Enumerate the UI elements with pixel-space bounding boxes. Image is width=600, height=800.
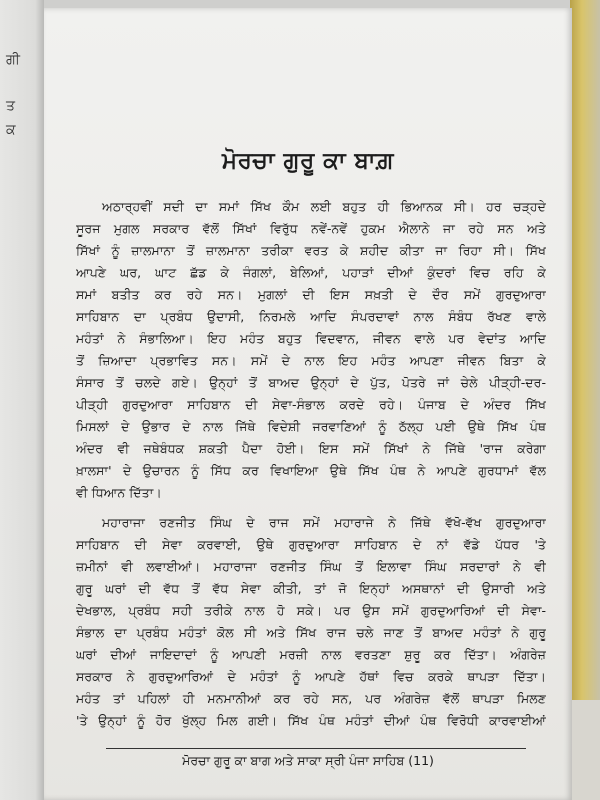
text-line: ਸੰਭਾਲ ਦਾ ਪ੍ਰਬੰਧ ਮਹੰਤਾਂ ਕੋਲ ਸੀ ਅਤੇ ਸਿੱਖ ਰਾਜ ਚਲੇ ਜਾਣ ਤੋਂ ਬਾਅਦ ਮਹੰਤਾਂ ਨੇ ਗੁਰੂ <box>76 625 546 640</box>
text-line: ਸਿੱਖਾਂ ਨੂੰ ਜ਼ਾਲਮਾਨਾ ਤੋਂ ਜ਼ਾਲਮਾਨਾ ਤਰੀਕਾ ਵਰਤ ਕੇ ਸ਼ਹੀਦ ਕੀਤਾ ਜਾ ਰਿਹਾ ਸੀ। ਸਿੱਖ <box>76 243 546 258</box>
text-line: ਸੰਸਾਰ ਤੋਂ ਚਲਦੇ ਗਏ। ਉਨ੍ਹਾਂ ਤੋਂ ਬਾਅਦ ਉਨ੍ਹਾਂ ਦੇ ਪੁੱਤ, ਪੋਤਰੇ ਜਾਂ ਚੇਲੇ ਪੀੜ੍ਹੀ-ਦਰ- <box>76 375 546 390</box>
text-line: ਸਾਹਿਬਾਨ ਦੀ ਸੇਵਾ ਕਰਵਾਈ, ਉਥੇ ਗੁਰਦੁਆਰਾ ਸਾਹਿਬਾਨ ਦੇ ਨਾਂ ਵੱਡੇ ਪੱਧਰ 'ਤੇ <box>76 537 546 552</box>
book-cover-edge <box>570 0 600 800</box>
text-line: ਮਹੰਤਾਂ ਨੇ ਸੰਭਾਲਿਆ। ਇਹ ਮਹੰਤ ਬਹੁਤ ਵਿਦਵਾਨ, ਜੀਵਨ ਵਾਲੇ ਪਰ ਵੇਦਾਂਤ ਆਦਿ <box>76 331 546 346</box>
text-line: ਮਹੰਤ ਤਾਂ ਪਹਿਲਾਂ ਹੀ ਮਨਮਾਨੀਆਂ ਕਰ ਰਹੇ ਸਨ, ਪਰ ਅੰਗਰੇਜ਼ ਵੱਲੋਂ ਥਾਪੜਾ ਮਿਲਣ <box>76 691 546 706</box>
previous-page-edge <box>0 0 44 800</box>
previous-page-text: ਕ <box>6 122 16 138</box>
text-line: ਆਪਣੇ ਘਰ, ਘਾਟ ਛੱਡ ਕੇ ਜੰਗਲਾਂ, ਬੇਲਿਆਂ, ਪਹਾੜਾਂ ਦੀਆਂ ਕੁੰਦਰਾਂ ਵਿਚ ਰਹਿ ਕੇ <box>76 265 546 280</box>
text-line: ਗੁਰੂ ਘਰਾਂ ਦੀ ਵੱਧ ਤੋਂ ਵੱਧ ਸੇਵਾ ਕੀਤੀ, ਤਾਂ ਜੋ ਇਨ੍ਹਾਂ ਅਸਥਾਨਾਂ ਦੀ ਉਸਾਰੀ ਅਤੇ <box>76 581 546 596</box>
text-line: 'ਤੇ ਉਨ੍ਹਾਂ ਨੂੰ ਹੋਰ ਖੁੱਲ੍ਹ ਮਿਲ ਗਈ। ਸਿੱਖ ਪੰਥ ਮਹੰਤਾਂ ਦੀਆਂ ਪੰਥ ਵਿਰੋਧੀ ਕਾਰਵਾਈਆਂ <box>76 713 546 728</box>
text-line: ਸਮਾਂ ਬਤੀਤ ਕਰ ਰਹੇ ਸਨ। ਮੁਗਲਾਂ ਦੀ ਇਸ ਸਖ਼ਤੀ ਦੇ ਦੌਰ ਸਮੇਂ ਗੁਰਦੁਆਰਾ <box>76 287 546 302</box>
text-line: ਸੂਰਜ ਮੁਗਲ ਸਰਕਾਰ ਵੱਲੋਂ ਸਿੱਖਾਂ ਵਿਰੁੱਧ ਨਵੇਂ-ਨਵੇਂ ਹੁਕਮ ਐਲਾਨੇ ਜਾ ਰਹੇ ਸਨ ਅਤੇ <box>76 221 546 236</box>
paragraph-gap <box>76 504 546 512</box>
text-line: ਅੰਦਰ ਵੀ ਜਥੇਬੰਧਕ ਸ਼ਕਤੀ ਪੈਦਾ ਹੋਈ। ਇਸ ਸਮੇਂ ਸਿੱਖਾਂ ਨੇ ਜਿੱਥੇ 'ਰਾਜ ਕਰੇਗਾ <box>76 441 546 456</box>
chapter-body <box>76 196 546 732</box>
text-line: ਅਠਾਰ੍ਹਵੀਂ ਸਦੀ ਦਾ ਸਮਾਂ ਸਿੱਖ ਕੌਮ ਲਈ ਬਹੁਤ ਹੀ ਭਿਆਨਕ ਸੀ। ਹਰ ਚੜ੍ਹਦੇ <box>102 199 546 214</box>
text-line: ਸਾਹਿਬਾਨ ਦਾ ਪ੍ਰਬੰਧ ਉਦਾਸੀ, ਨਿਰਮਲੇ ਆਦਿ ਸੰਪਰਦਾਵਾਂ ਨਾਲ ਸੰਬੰਧ ਰੱਖਣ ਵਾਲੇ <box>76 309 546 324</box>
previous-page-text: ਤ <box>6 98 15 114</box>
background-surface <box>570 700 600 800</box>
previous-page-text: ਗੀ <box>6 52 20 68</box>
text-line: ਸਰਕਾਰ ਨੇ ਗੁਰਦੁਆਰਿਆਂ ਦੇ ਮਹੰਤਾਂ ਨੂੰ ਆਪਣੇ ਹੱਥਾਂ ਵਿਚ ਕਰਕੇ ਥਾਪੜਾ ਦਿੱਤਾ। <box>76 669 546 684</box>
footer-rule <box>106 748 526 749</box>
text-line: ਦੇਖਭਾਲ, ਪ੍ਰਬੰਧ ਸਹੀ ਤਰੀਕੇ ਨਾਲ ਹੋ ਸਕੇ। ਪਰ ਉਸ ਸਮੇਂ ਗੁਰਦੁਆਰਿਆਂ ਦੀ ਸੇਵਾ- <box>76 603 546 618</box>
book-page <box>44 8 572 800</box>
text-line: ਮਿਸਲਾਂ ਦੇ ਉਭਾਰ ਦੇ ਨਾਲ ਜਿੱਥੇ ਵਿਦੇਸ਼ੀ ਜਰਵਾਣਿਆਂ ਨੂੰ ਠੱਲ੍ਹ ਪਈ ਉਥੇ ਸਿੱਖ ਪੰਥ <box>76 419 546 434</box>
running-footer: ਮੋਰਚਾ ਗੁਰੂ ਕਾ ਬਾਗ ਅਤੇ ਸਾਕਾ ਸ੍ਰੀ ਪੰਜਾ ਸਾਹਿਬ (11) <box>182 753 434 768</box>
text-line: ਜ਼ਮੀਨਾਂ ਵੀ ਲਵਾਈਆਂ। ਮਹਾਰਾਜਾ ਰਣਜੀਤ ਸਿੰਘ ਤੋਂ ਇਲਾਵਾ ਸਿੰਘ ਸਰਦਾਰਾਂ ਨੇ ਵੀ <box>76 559 546 574</box>
text-line: ਖ਼ਾਲਸਾ' ਦੇ ਉਚਾਰਨ ਨੂੰ ਸਿੱਧ ਕਰ ਵਿਖਾਇਆ ਉਥੇ ਸਿੱਖ ਪੰਥ ਨੇ ਆਪਣੇ ਗੁਰਧਾਮਾਂ ਵੱਲ <box>76 463 546 478</box>
text-line: ਪੀੜ੍ਹੀ ਗੁਰਦੁਆਰਾ ਸਾਹਿਬਾਨ ਦੀ ਸੇਵਾ-ਸੰਭਾਲ ਕਰਦੇ ਰਹੇ। ਪੰਜਾਬ ਦੇ ਅੰਦਰ ਸਿੱਖ <box>76 397 546 412</box>
text-line: ਵੀ ਧਿਆਨ ਦਿੱਤਾ। <box>76 485 162 500</box>
text-line: ਮਹਾਰਾਜਾ ਰਣਜੀਤ ਸਿੰਘ ਦੇ ਰਾਜ ਸਮੇਂ ਮਹਾਰਾਜੇ ਨੇ ਜਿੱਥੇ ਵੱਖੋ-ਵੱਖ ਗੁਰਦੁਆਰਾ <box>102 515 546 530</box>
text-line: ਘਰਾਂ ਦੀਆਂ ਜਾਇਦਾਦਾਂ ਨੂੰ ਆਪਣੀ ਮਰਜ਼ੀ ਨਾਲ ਵਰਤਣਾ ਸ਼ੁਰੂ ਕਰ ਦਿੱਤਾ। ਅੰਗਰੇਜ਼ <box>76 647 546 662</box>
text-line: ਤੋਂ ਜ਼ਿਆਦਾ ਪ੍ਰਭਾਵਿਤ ਸਨ। ਸਮੇਂ ਦੇ ਨਾਲ ਇਹ ਮਹੰਤ ਆਪਣਾ ਜੀਵਨ ਬਿਤਾ ਕੇ <box>76 353 546 368</box>
chapter-title: ਮੋਰਚਾ ਗੁਰੂ ਕਾ ਬਾਗ਼ <box>222 148 394 174</box>
